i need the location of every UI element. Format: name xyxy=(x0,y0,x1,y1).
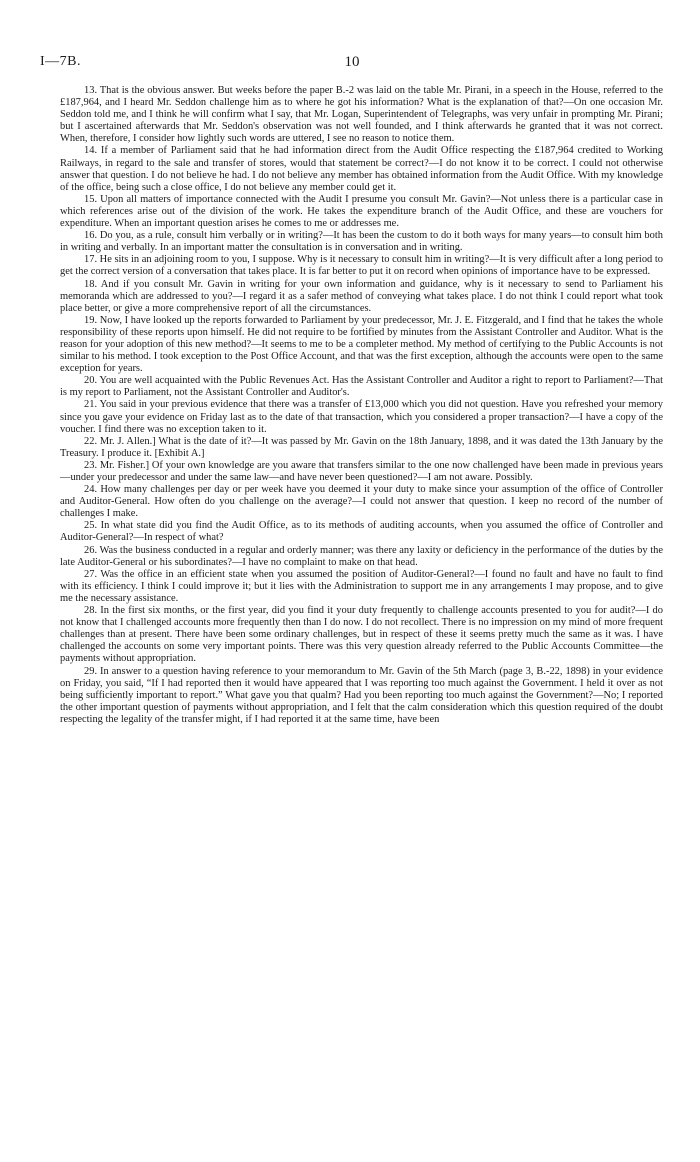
paragraph-19: 19. Now, I have looked up the reports forwarded to Parliament by your predecessor, Mr. J. E. Fitzgerald, and I find that he takes the whole responsibility of these reports upon himself. He did not require to be fortified by minutes from the Assistant Controller and Auditor. What is the reason for your adoption of this new method?—It seems to me to be a completer method. My method of certifying to the Public Accounts is not similar to his method. I took exception to the Post Office Account, and that was the first exception, although the accounts were open to the same exception for years. xyxy=(60,314,663,375)
paragraph-23: 23. Mr. Fisher.] Of your own knowledge are you aware that transfers similar to the one now challenged have been made in previous years—under your predecessor and under the same law—and have never been questioned?—I am not aware. Possibly. xyxy=(60,459,663,483)
paragraph-15: 15. Upon all matters of importance connected with the Audit I presume you consult Mr. Gavin?—Not unless there is a particular case in which references arise out of the division of the work. He takes the expenditure branch of the Audit Office, and these are vouchers for expenditure. When an important question arises he comes to me or addresses me. xyxy=(60,193,663,230)
paragraph-14: 14. If a member of Parliament said that he had information direct from the Audit Office respecting the £187,964 credited to Working Railways, in regard to the sale and transfer of stores, would that statement be correct?—I do not know it to be correct. I could not otherwise answer that question. I do not believe he had. I do not believe any member has obtained information from the Audit Office. With my knowledge of the office, being such a close office, I do not believe any member could get it. xyxy=(60,145,663,193)
paragraph-22: 22. Mr. J. Allen.] What is the date of it?—It was passed by Mr. Gavin on the 18th January, 1898, and it was dated the 13th January by the Treasury. I produce it. [Exhibit A.] xyxy=(60,435,663,459)
paragraph-26: 26. Was the business conducted in a regular and orderly manner; was there any laxity or deficiency in the performance of the duties by the late Auditor-General or his subordinates?—I have no complaint to make on that head. xyxy=(60,544,663,568)
paragraph-29: 29. In answer to a question having reference to your memorandum to Mr. Gavin of the 5th March (page 3, B.-22, 1898) in your evidence on Friday, you said, “If I had reported then it would have appeared that I was reporting too much against the Government. I held it over as not being sufficiently important to report.” What gave you that qualm? Had you been reporting too much against the Government?—No; I reported the other important question of payments without appropriation, and I felt that the calm consideration which this question required of the doubt respecting the legality of the transfer might, if I had reported it at the same time, have been xyxy=(60,665,663,725)
evidence-body xyxy=(60,85,663,726)
paragraph-21: 21. You said in your previous evidence that there was a transfer of £13,000 which you did not question. Have you refreshed your memory since you gave your evidence on Friday last as to the date of that transaction, which you considered a proper transaction?—I have a copy of the voucher. I find there was no exception taken to it. xyxy=(60,399,663,435)
document-reference: I—7B. xyxy=(40,54,81,69)
paragraph-18: 18. And if you consult Mr. Gavin in writing for your own information and guidance, why is it necessary to send to Parliament his memoranda which are addressed to you?—I regard it as a safer method of conveying what takes place. I do not think I could report what took place better, or give a more comprehensive report of all the circumstances. xyxy=(60,278,663,314)
paragraph-28: 28. In the first six months, or the first year, did you find it your duty frequently to challenge accounts presented to you for audit?—I do not know that I challenged accounts more frequently then than I do now. I do not recollect. There is no impression on my mind of more frequent challenges than at present. There have been some ordinary challenges, but in respect of these it seems pretty much the same as it was. I have challenged the accounts on some very important points. There was this very question already referred to the Public Accounts Committee—the payments without appropriation. xyxy=(60,605,663,665)
paragraph-17: 17. He sits in an adjoining room to you, I suppose. Why is it necessary to consult him in writing?—It is very difficult after a long period to get the correct version of a conversation that takes place. It is far better to put it on record when opinions of importance have to be expressed. xyxy=(60,254,663,278)
paragraph-13: 13. That is the obvious answer. But weeks before the paper B.-2 was laid on the table Mr. Pirani, in a speech in the House, referred to the £187,964, and I heard Mr. Seddon challenge him as to where he got his information? What is the explanation of that?—On one occasion Mr. Seddon told me, and I think he will confirm what I say, that Mr. Logan, Superintendent of Telegraphs, was very unfair in prompting Mr. Pirani; but I ascertained afterwards that Mr. Seddon's observation was not well founded, and I think afterwards he granted that it was not correct. When, therefore, I consider how lightly such words are uttered, I see no reason to notice them. xyxy=(60,85,663,145)
running-header xyxy=(40,54,664,76)
paragraph-16: 16. Do you, as a rule, consult him verbally or in writing?—It has been the custom to do it both ways for many years—to consult him both in writing and verbally. In an important matter the consultation is in conversation and in writing. xyxy=(60,230,663,254)
paragraph-20: 20. You are well acquainted with the Public Revenues Act. Has the Assistant Controller and Auditor a right to report to Parliament?—That is my report to Parliament, not the Assistant Controller and Auditor's. xyxy=(60,375,663,399)
paragraph-25: 25. In what state did you find the Audit Office, as to its methods of auditing accounts, when you assumed the office of Controller and Auditor-General?—In respect of what? xyxy=(60,520,663,544)
paragraph-24: 24. How many challenges per day or per week have you deemed it your duty to make since your assumption of the office of Controller and Auditor-General. How often do you challenge on the average?—I could not answer that question. I keep no record of the number of challenges I make. xyxy=(60,484,663,520)
paragraph-27: 27. Was the office in an efficient state when you assumed the position of Auditor-General?—I found no fault and have no fault to find with its efficiency. I think I could improve it; but it lies with the Administration to support me in any arrangements I may propose, and to give me the necessary assistance. xyxy=(60,568,663,604)
page-number: 10 xyxy=(344,54,360,70)
